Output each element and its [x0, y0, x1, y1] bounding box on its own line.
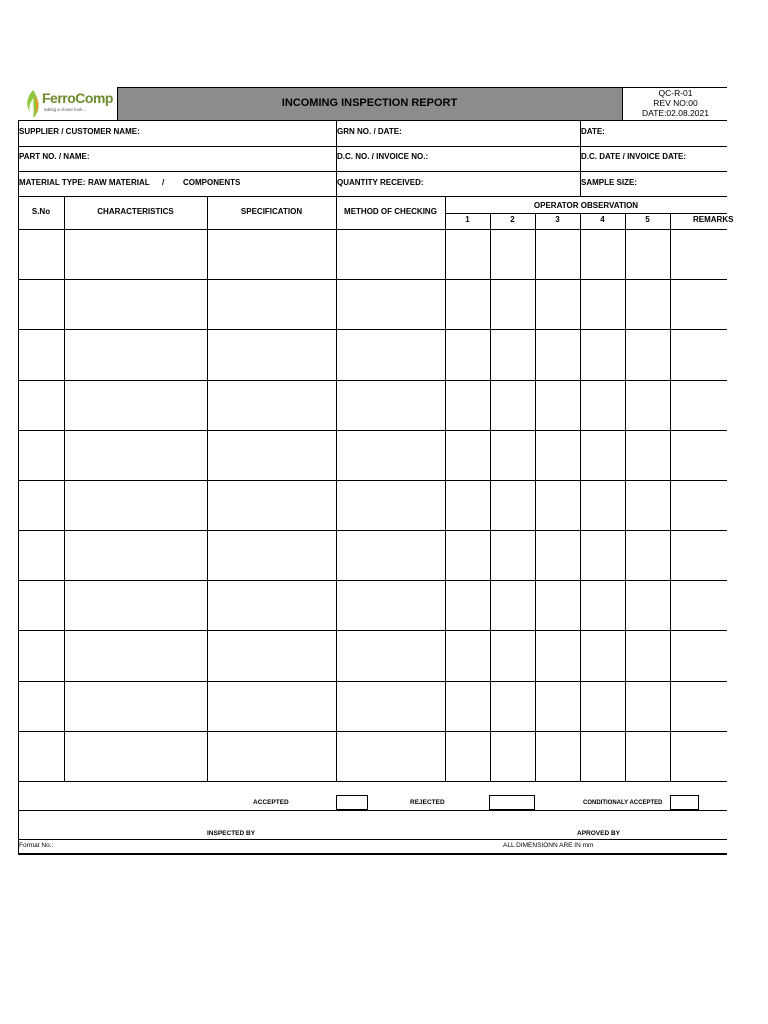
table-cell[interactable] [336, 229, 445, 279]
table-cell[interactable] [670, 229, 727, 279]
row-divider [18, 681, 727, 682]
table-cell[interactable] [535, 731, 580, 781]
table-cell[interactable] [445, 530, 490, 580]
row-divider [18, 430, 727, 431]
conditionally-accepted-checkbox[interactable] [670, 795, 699, 810]
table-cell[interactable] [336, 630, 445, 680]
table-cell[interactable] [580, 530, 625, 580]
grid-line [18, 120, 727, 121]
table-cell[interactable] [490, 530, 535, 580]
table-cell[interactable] [18, 430, 64, 480]
table-cell[interactable] [336, 580, 445, 630]
table-cell[interactable] [535, 329, 580, 379]
grid-line [18, 196, 727, 197]
table-cell[interactable] [625, 229, 670, 279]
table-cell[interactable] [64, 480, 207, 530]
logo-tagline: taking a closer look... [44, 107, 87, 112]
grid-line [117, 87, 118, 121]
obs-col-5: 5 [645, 215, 650, 224]
rev-no: REV NO:00 [653, 98, 698, 108]
table-cell[interactable] [670, 380, 727, 430]
table-cell[interactable] [18, 380, 64, 430]
table-row [18, 630, 727, 680]
table-cell[interactable] [625, 530, 670, 580]
table-cell[interactable] [207, 329, 336, 379]
grid-line [117, 87, 727, 88]
obs-col-4: 4 [600, 215, 605, 224]
row-divider [18, 580, 727, 581]
logo-text: FerroComp [42, 90, 113, 106]
table-cell[interactable] [336, 430, 445, 480]
table-cell[interactable] [535, 630, 580, 680]
table-cell[interactable] [336, 279, 445, 329]
table-cell[interactable] [336, 530, 445, 580]
table-cell[interactable] [670, 430, 727, 480]
raw-material-option: RAW MATERIAL [88, 178, 150, 187]
grn-label: GRN NO. / DATE: [337, 127, 402, 136]
table-cell[interactable] [535, 580, 580, 630]
table-cell[interactable] [490, 630, 535, 680]
header-sno: S.No [31, 207, 51, 216]
table-cell[interactable] [580, 380, 625, 430]
obs-col-2: 2 [510, 215, 515, 224]
table-cell[interactable] [207, 480, 336, 530]
grid-line [18, 146, 727, 147]
table-cell[interactable] [625, 630, 670, 680]
table-cell[interactable] [535, 229, 580, 279]
accepted-checkbox[interactable] [336, 795, 368, 810]
conditionally-accepted-label: CONDITIONALY ACCEPTED [583, 800, 663, 806]
table-cell[interactable] [490, 279, 535, 329]
table-cell[interactable] [64, 731, 207, 781]
table-cell[interactable] [670, 630, 727, 680]
table-cell[interactable] [18, 329, 64, 379]
material-separator: / [162, 178, 165, 187]
table-cell[interactable] [64, 279, 207, 329]
table-cell[interactable] [64, 580, 207, 630]
table-cell[interactable] [625, 279, 670, 329]
table-cell[interactable] [535, 279, 580, 329]
grid-line [336, 120, 337, 196]
table-cell[interactable] [580, 681, 625, 731]
grid-line [445, 213, 727, 214]
table-cell[interactable] [580, 630, 625, 680]
part-label: PART NO. / NAME: [19, 152, 90, 161]
table-row [18, 229, 727, 279]
table-cell[interactable] [535, 480, 580, 530]
doc-date: DATE:02.08.2021 [642, 108, 709, 118]
page-title: INCOMING INSPECTION REPORT [281, 97, 458, 109]
table-cell[interactable] [580, 279, 625, 329]
row-divider [18, 630, 727, 631]
dc-date-label: D.C. DATE / INVOICE DATE: [581, 152, 687, 161]
table-row [18, 279, 727, 329]
table-cell[interactable] [445, 430, 490, 480]
table-cell[interactable] [535, 681, 580, 731]
table-cell[interactable] [490, 380, 535, 430]
table-cell[interactable] [670, 329, 727, 379]
approved-by-label: APROVED BY [577, 830, 620, 837]
table-cell[interactable] [64, 430, 207, 480]
table-row [18, 430, 727, 480]
flame-icon [22, 88, 44, 120]
table-cell[interactable] [580, 329, 625, 379]
inspected-by-label: INSPECTED BY [207, 830, 256, 837]
table-cell[interactable] [445, 279, 490, 329]
rejected-checkbox[interactable] [489, 795, 535, 810]
sample-size-label: SAMPLE SIZE: [581, 178, 638, 187]
table-cell[interactable] [207, 380, 336, 430]
header-specification: SPECIFICATION [240, 207, 303, 216]
supplier-label: SUPPLIER / CUSTOMER NAME: [19, 127, 140, 136]
table-cell[interactable] [625, 430, 670, 480]
table-cell[interactable] [445, 580, 490, 630]
accepted-label: ACCEPTED [253, 799, 289, 806]
table-cell[interactable] [207, 279, 336, 329]
table-cell[interactable] [445, 630, 490, 680]
table-cell[interactable] [445, 329, 490, 379]
table-cell[interactable] [207, 681, 336, 731]
table-row [18, 580, 727, 630]
row-divider [18, 480, 727, 481]
table-cell[interactable] [207, 430, 336, 480]
rejected-label: REJECTED [410, 799, 445, 806]
table-row [18, 480, 727, 530]
row-divider [18, 530, 727, 531]
table-row [18, 681, 727, 731]
inspection-report-sheet [18, 87, 734, 855]
table-cell[interactable] [64, 229, 207, 279]
table-cell[interactable] [625, 580, 670, 630]
table-cell[interactable] [490, 480, 535, 530]
table-cell[interactable] [445, 480, 490, 530]
table-cell[interactable] [490, 329, 535, 379]
table-cell[interactable] [336, 380, 445, 430]
table-cell[interactable] [670, 580, 727, 630]
table-cell[interactable] [535, 430, 580, 480]
table-cell[interactable] [18, 630, 64, 680]
company-logo [20, 87, 116, 121]
table-cell[interactable] [207, 229, 336, 279]
table-cell[interactable] [64, 630, 207, 680]
obs-col-1: 1 [465, 215, 470, 224]
table-cell[interactable] [490, 580, 535, 630]
table-cell[interactable] [490, 430, 535, 480]
table-row [18, 731, 727, 781]
grid-line [18, 853, 727, 855]
dimensions-note: ALL DIMENSIONN ARE IN mm [503, 842, 594, 849]
table-cell[interactable] [64, 380, 207, 430]
table-cell[interactable] [336, 480, 445, 530]
table-cell[interactable] [490, 731, 535, 781]
row-divider [18, 380, 727, 381]
row-divider [18, 731, 727, 732]
grid-line [18, 781, 727, 782]
table-cell[interactable] [207, 530, 336, 580]
table-cell[interactable] [535, 380, 580, 430]
table-cell[interactable] [580, 580, 625, 630]
obs-col-3: 3 [555, 215, 560, 224]
row-divider [18, 279, 727, 280]
dc-no-label: D.C. NO. / INVOICE NO.: [337, 152, 429, 161]
row-divider [18, 329, 727, 330]
table-cell[interactable] [207, 580, 336, 630]
table-cell[interactable] [64, 329, 207, 379]
doc-code: QC-R-01 [658, 88, 693, 98]
material-type-label: MATERIAL TYPE: [19, 178, 86, 187]
table-cell[interactable] [625, 480, 670, 530]
table-cell[interactable] [18, 530, 64, 580]
table-cell[interactable] [625, 380, 670, 430]
grid-line [18, 839, 727, 840]
table-cell[interactable] [670, 731, 727, 781]
format-no-label: Format No.: [19, 842, 54, 849]
table-cell[interactable] [445, 380, 490, 430]
table-cell[interactable] [580, 480, 625, 530]
table-cell[interactable] [336, 681, 445, 731]
grid-line [18, 810, 727, 811]
date-label: DATE: [581, 127, 605, 136]
table-cell[interactable] [625, 329, 670, 379]
table-cell[interactable] [336, 329, 445, 379]
table-cell[interactable] [445, 731, 490, 781]
table-cell[interactable] [18, 480, 64, 530]
components-option: COMPONENTS [183, 178, 241, 187]
table-cell[interactable] [625, 681, 670, 731]
table-cell[interactable] [64, 530, 207, 580]
table-row [18, 530, 727, 580]
grid-line [580, 120, 581, 196]
table-cell[interactable] [490, 229, 535, 279]
table-cell[interactable] [18, 731, 64, 781]
grid-line [18, 171, 727, 172]
table-cell[interactable] [207, 630, 336, 680]
qty-received-label: QUANTITY RECEIVED: [337, 178, 424, 187]
table-cell[interactable] [670, 279, 727, 329]
table-cell[interactable] [18, 229, 64, 279]
table-cell[interactable] [580, 229, 625, 279]
table-row [18, 380, 727, 430]
table-cell[interactable] [670, 681, 727, 731]
table-cell[interactable] [670, 530, 727, 580]
table-cell[interactable] [625, 731, 670, 781]
header-operator-observation: OPERATOR OBSERVATION [533, 201, 639, 210]
table-cell[interactable] [580, 731, 625, 781]
table-cell[interactable] [336, 731, 445, 781]
table-row [18, 329, 727, 379]
table-cell[interactable] [64, 681, 207, 731]
table-cell[interactable] [18, 279, 64, 329]
table-cell[interactable] [535, 530, 580, 580]
table-cell[interactable] [445, 681, 490, 731]
header-method: METHOD OF CHECKING [344, 207, 437, 216]
table-cell[interactable] [207, 731, 336, 781]
header-characteristics: CHARACTERISTICS [97, 207, 174, 216]
table-cell[interactable] [580, 430, 625, 480]
table-cell[interactable] [18, 580, 64, 630]
table-cell[interactable] [18, 681, 64, 731]
table-cell[interactable] [490, 681, 535, 731]
header-remarks: REMARKS [693, 215, 734, 224]
table-cell[interactable] [670, 480, 727, 530]
grid-line [622, 87, 623, 121]
table-cell[interactable] [445, 229, 490, 279]
